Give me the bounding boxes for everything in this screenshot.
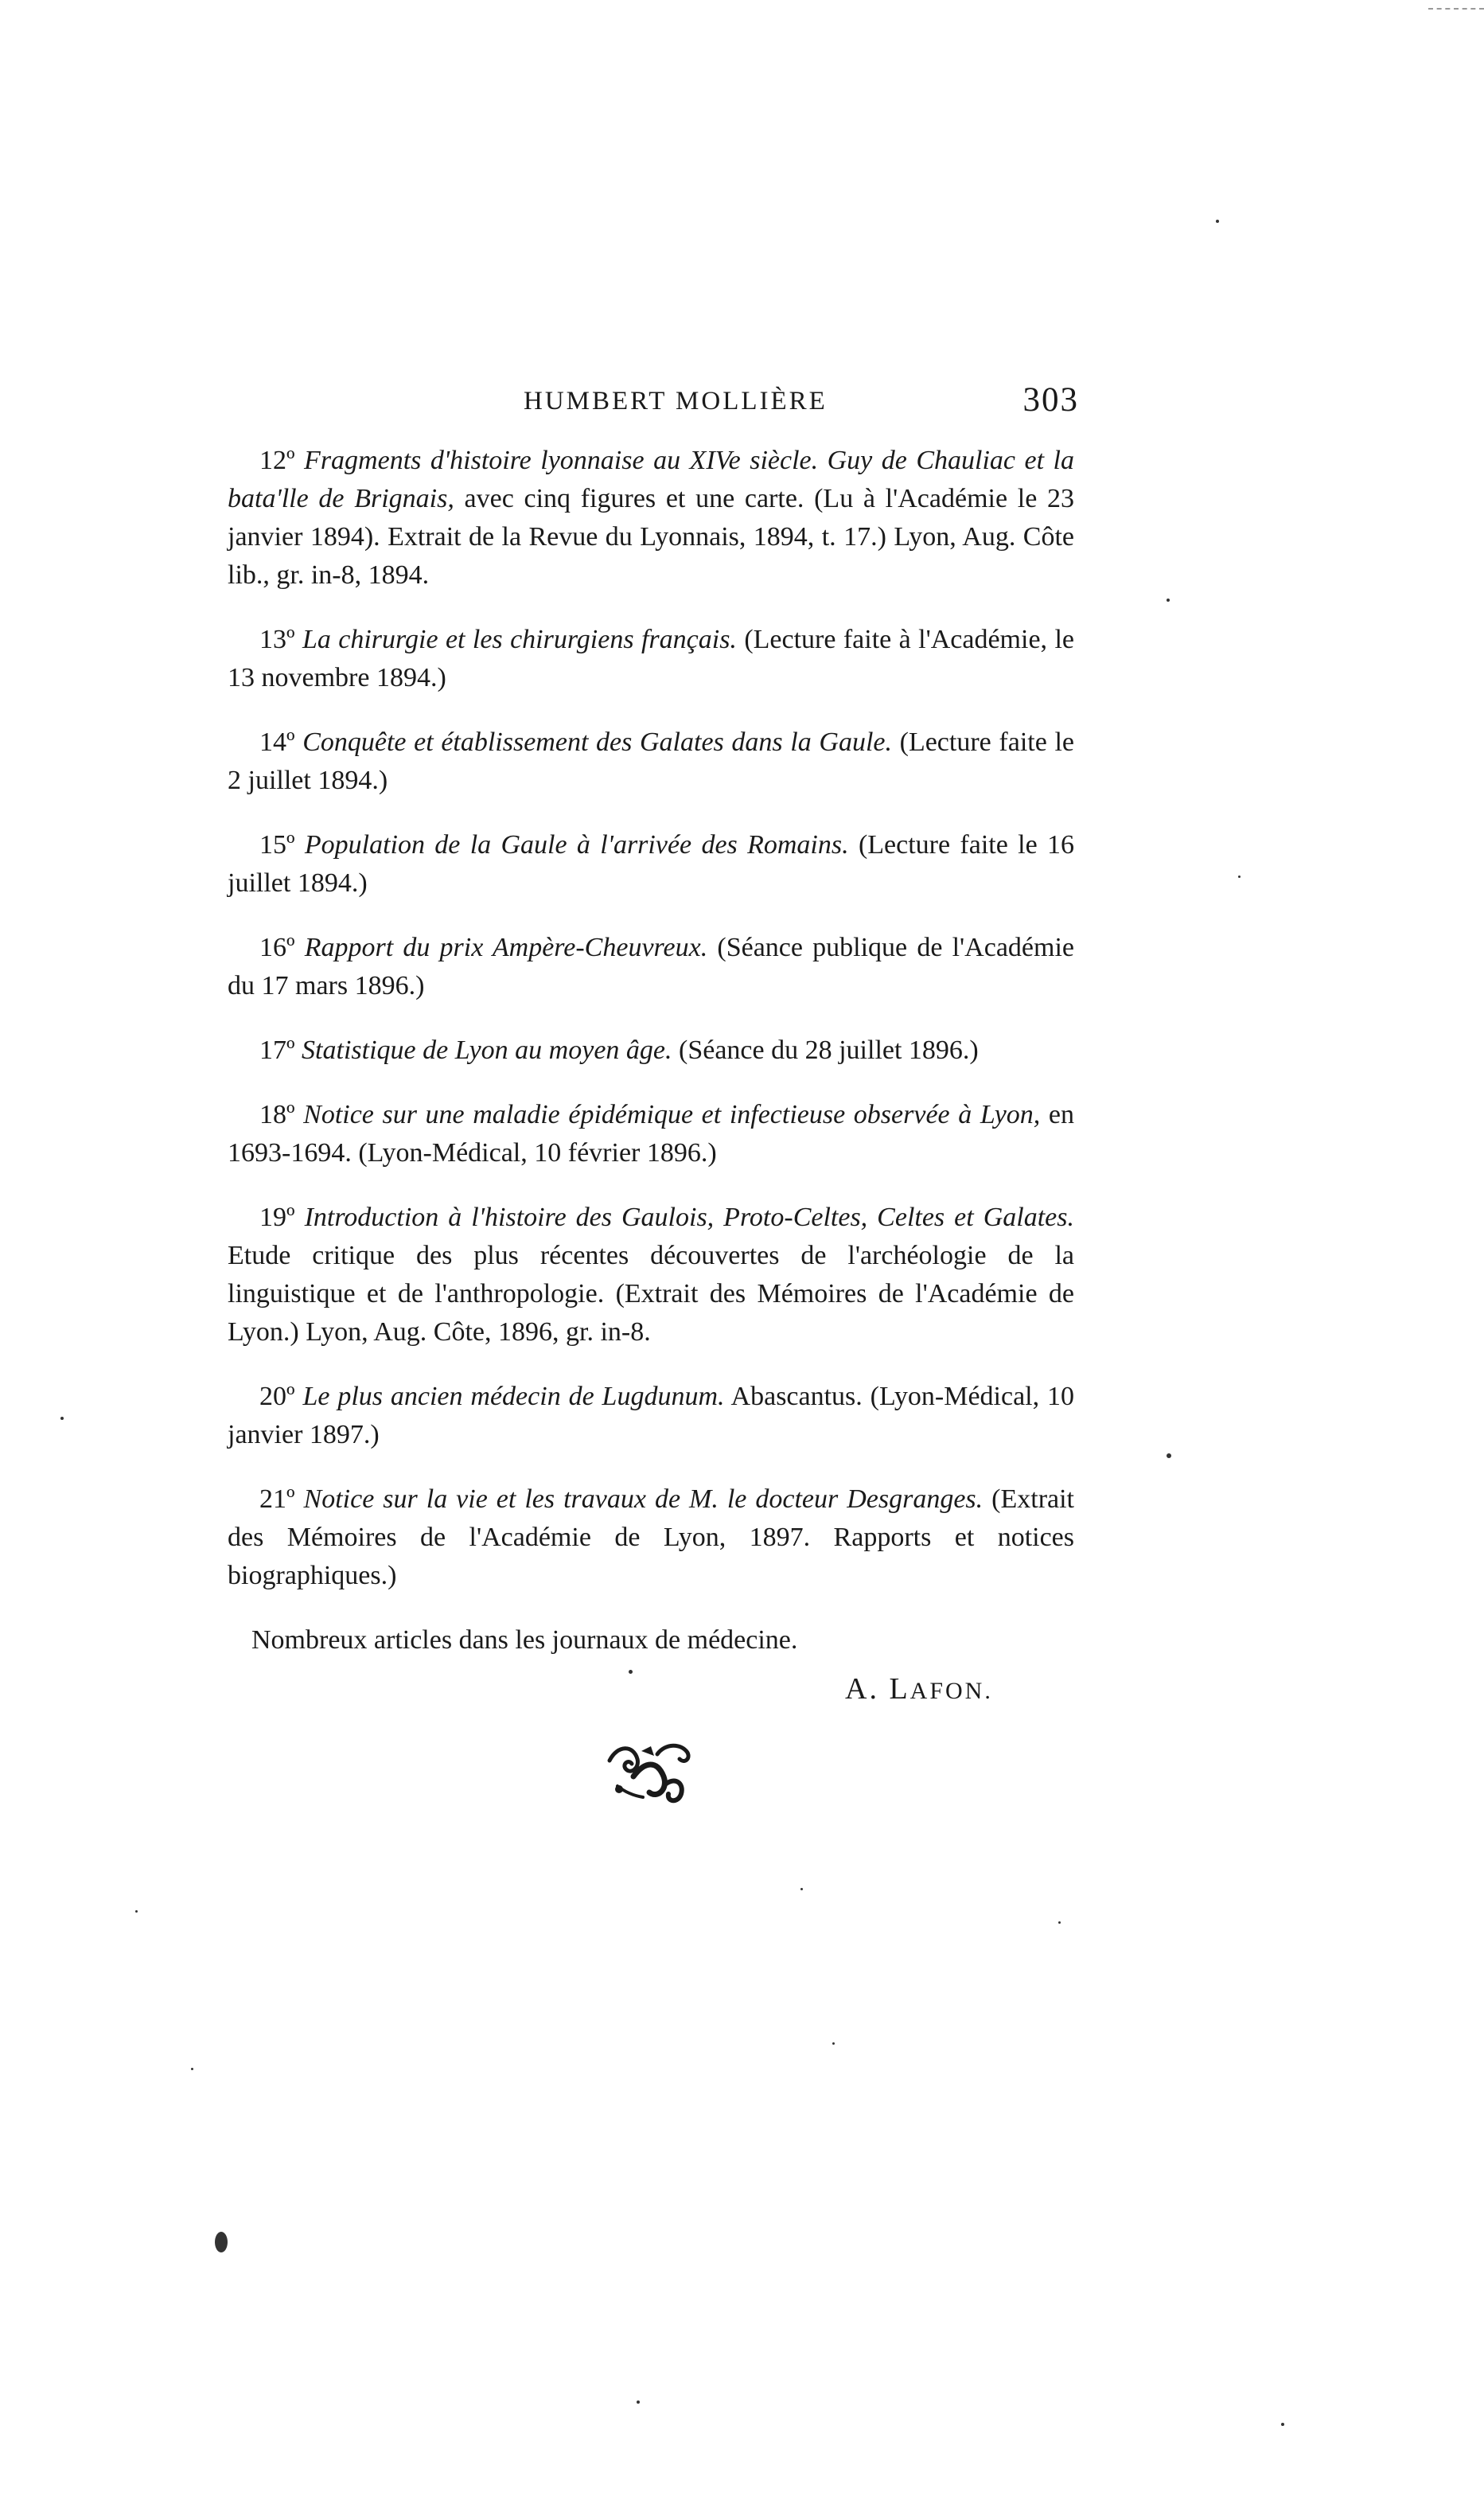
entry-note: (Lecture faite à l'Académie, le 13 novembre 1894.) bbox=[228, 625, 1074, 692]
scan-edge-mark bbox=[1428, 8, 1484, 10]
scan-speck bbox=[135, 1910, 138, 1913]
entry-number: 16º bbox=[259, 933, 305, 962]
signature-initial: A. L bbox=[845, 1672, 910, 1706]
entry-number: 20º bbox=[259, 1382, 303, 1411]
list-item bbox=[228, 929, 1074, 1005]
entry-title: Notice sur la vie et les travaux de M. le docteur Desgranges. bbox=[303, 1484, 983, 1514]
scan-speck bbox=[1281, 2423, 1284, 2426]
author-signature bbox=[845, 1671, 993, 1706]
scan-speck bbox=[1167, 1453, 1171, 1458]
list-item bbox=[228, 1378, 1074, 1454]
scan-speck bbox=[637, 2400, 640, 2404]
entry-number: 18º bbox=[259, 1100, 304, 1129]
entry-title: Le plus ancien médecin de Lugdunum. bbox=[302, 1382, 725, 1411]
entry-number: 14º bbox=[259, 727, 303, 757]
list-item bbox=[228, 442, 1074, 595]
scan-speck bbox=[629, 1670, 633, 1674]
entry-number: 13º bbox=[259, 625, 302, 654]
entry-note: avec cinq figures et une carte. (Lu à l'Académie le 23 janvier 1894). Extrait de la Revue du Lyonnais, 1894, t. 17.) Lyon, Aug. Côte lib., gr. in-8, 1894. bbox=[228, 484, 1075, 590]
list-item bbox=[228, 621, 1074, 697]
entry-number: 17º bbox=[259, 1035, 302, 1065]
entry-note: Abascantus. (Lyon-Médical, 10 janvier 1897.) bbox=[228, 1382, 1074, 1449]
scan-speck bbox=[1058, 1921, 1061, 1924]
entry-note: (Extrait des Mémoires de l'Académie de Lyon, 1897. Rapports et notices biographiques.) bbox=[228, 1484, 1075, 1590]
entry-title: Introduction à l'histoire des Gaulois, Proto-Celtes, Celtes et Galates. bbox=[304, 1203, 1074, 1232]
scan-speck bbox=[215, 2232, 228, 2252]
entry-title: Population de la Gaule à l'arrivée des Romains. bbox=[304, 830, 849, 860]
page-header bbox=[228, 379, 1087, 427]
entry-note: Etude critique des plus récentes découvertes de l'archéologie de la linguistique et de l'anthropologie. (Extrait des Mémoires de l'Académie de Lyon.) Lyon, Aug. Côte, 1896, gr. in-8. bbox=[228, 1241, 1074, 1347]
entry-note: (Lecture faite le 2 juillet 1894.) bbox=[228, 727, 1074, 795]
running-head: HUMBERT MOLLIÈRE bbox=[524, 387, 828, 415]
page-number: 303 bbox=[1022, 381, 1079, 419]
scan-speck bbox=[191, 2068, 193, 2070]
entry-number: 12º bbox=[259, 446, 305, 475]
scan-speck bbox=[1216, 220, 1219, 223]
entry-title: La chirurgie et les chirurgiens français. bbox=[302, 625, 737, 654]
closing-note: Nombreux articles dans les journaux de médecine. bbox=[251, 1625, 798, 1655]
entry-title: Fragments d'histoire lyonnaise au XIVe siècle. Guy de Chauliac et la bata'lle de Brignais, bbox=[228, 446, 1074, 513]
fleuron-ornament-icon bbox=[602, 1737, 697, 1808]
entry-title: Conquête et établissement des Galates dans la Gaule. bbox=[302, 727, 892, 757]
entry-number: 21º bbox=[259, 1484, 304, 1514]
entry-note: (Séance publique de l'Académie du 17 mars 1896.) bbox=[228, 933, 1074, 1000]
list-item bbox=[228, 1096, 1074, 1172]
entry-title: Statistique de Lyon au moyen âge. bbox=[302, 1035, 672, 1065]
scan-speck bbox=[1167, 599, 1170, 602]
entry-number: 19º bbox=[259, 1203, 305, 1232]
scan-speck bbox=[60, 1417, 64, 1420]
scan-speck bbox=[832, 2042, 835, 2045]
entry-title: Notice sur une maladie épidémique et infectieuse observée à Lyon, bbox=[303, 1100, 1041, 1129]
signature-name: AFON. bbox=[909, 1678, 993, 1704]
list-item bbox=[228, 1480, 1074, 1595]
entry-note: (Séance du 28 juillet 1896.) bbox=[672, 1035, 979, 1065]
bibliography-list bbox=[228, 442, 1074, 1659]
scan-speck bbox=[1238, 876, 1241, 878]
scan-speck bbox=[800, 1888, 803, 1890]
list-item bbox=[228, 723, 1074, 800]
list-item bbox=[228, 826, 1074, 903]
entry-note: (Lecture faite le 16 juillet 1894.) bbox=[228, 830, 1074, 898]
entry-note: en 1693-1694. (Lyon-Médical, 10 février 1896.) bbox=[228, 1100, 1074, 1168]
list-item bbox=[228, 1199, 1074, 1351]
entry-number: 15º bbox=[259, 830, 305, 860]
entry-title: Rapport du prix Ampère-Cheuvreux. bbox=[304, 933, 708, 962]
list-item bbox=[228, 1032, 1074, 1070]
